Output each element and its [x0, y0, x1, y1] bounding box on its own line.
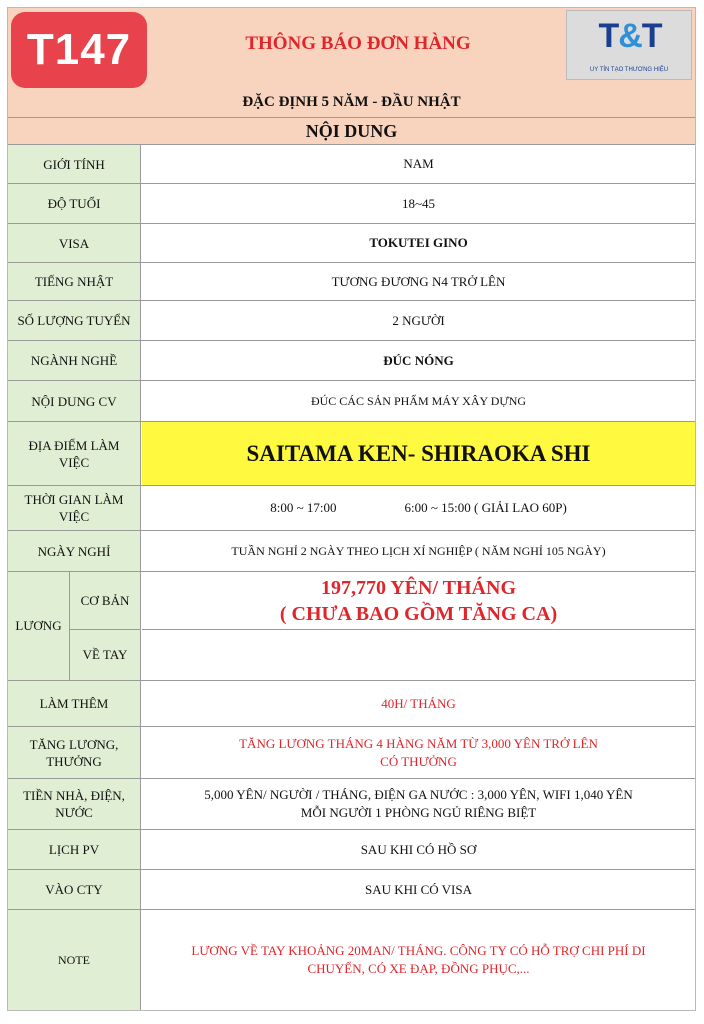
days-off-value: TUẦN NGHỈ 2 NGÀY THEO LỊCH XÍ NGHIỆP ( NĂM NGHỈ 105 NGÀY): [231, 544, 606, 558]
note-line-1: LƯƠNG VỀ TAY KHOẢNG 20MAN/ THÁNG. CÔNG TY CÓ HỖ TRỢ CHI PHÍ DI: [191, 943, 646, 958]
company-logo: [566, 10, 692, 80]
visa-label: VISA: [8, 224, 141, 262]
section-title: NỘI DUNG: [8, 118, 695, 145]
gender-value: NAM: [403, 156, 434, 171]
base-salary-label: CƠ BẢN: [70, 572, 141, 630]
industry-label: NGÀNH NGHỀ: [8, 341, 141, 380]
row-gender: [8, 145, 695, 184]
row-age: [8, 184, 695, 224]
job-order-sheet: [7, 7, 696, 1011]
location-label: ĐỊA ĐIỂM LÀM VIỆC: [8, 422, 141, 485]
row-japanese: [8, 263, 695, 301]
row-hours: [8, 486, 695, 531]
note-value: [142, 910, 695, 1010]
hours-label: THỜI GIAN LÀM VIỆC: [8, 486, 141, 530]
header-bar: [8, 8, 695, 89]
base-salary-amount: 197,770 YÊN/ THÁNG: [320, 576, 517, 599]
gender-label: GIỚI TÍNH: [8, 145, 141, 183]
housing-label: TIỀN NHÀ, ĐIỆN, NƯỚC: [8, 779, 141, 829]
job-label: NỘI DUNG CV: [8, 381, 141, 421]
shift-2: 6:00 ~ 15:00 ( GIẢI LAO 60P): [404, 500, 567, 515]
row-location: [8, 422, 695, 486]
header-title: THÔNG BÁO ĐƠN HÀNG: [245, 33, 471, 54]
row-days-off: [8, 531, 695, 572]
housing-line-1: 5,000 YÊN/ NGƯỜI / THÁNG, ĐIỆN GA NƯỚC : 3,000 YÊN, WIFI 1,040 YÊN: [204, 787, 633, 802]
order-subtitle: ĐẶC ĐỊNH 5 NĂM - ĐẦU NHẬT: [8, 88, 695, 118]
interview-label: LỊCH PV: [8, 830, 141, 869]
net-salary-label: VỀ TAY: [70, 630, 141, 680]
row-salary: [8, 572, 695, 681]
age-value: 18~45: [401, 195, 436, 211]
note-label: NOTE: [8, 910, 141, 1010]
raise-line-1: TĂNG LƯƠNG THÁNG 4 HÀNG NĂM TỪ 3,000 YÊN TRỞ LÊN: [239, 735, 598, 751]
row-housing: [8, 779, 695, 830]
start-value: SAU KHI CÓ VISA: [364, 881, 473, 897]
base-salary-note: ( CHƯA BAO GỒM TĂNG CA): [279, 602, 558, 625]
interview-value: SAU KHI CÓ HỒ SƠ: [360, 841, 477, 857]
net-salary-value: [142, 630, 695, 680]
raise-value: [142, 727, 695, 778]
shift-1: 8:00 ~ 17:00: [270, 500, 337, 515]
quantity-value: 2 NGƯỜI: [392, 312, 445, 328]
housing-line-2: MỖI NGƯỜI 1 PHÒNG NGỦ RIÊNG BIỆT: [300, 805, 537, 820]
row-interview: [8, 830, 695, 870]
industry-value: ĐÚC NÓNG: [383, 352, 454, 368]
row-industry: [8, 341, 695, 381]
overtime-label: LÀM THÊM: [8, 681, 141, 726]
row-note: [8, 910, 695, 1010]
age-label: ĐỘ TUỔI: [8, 184, 141, 223]
japanese-label: TIẾNG NHẬT: [8, 263, 141, 300]
row-start: [8, 870, 695, 910]
japanese-value: TƯƠNG ĐƯƠNG N4 TRỞ LÊN: [331, 273, 506, 289]
quantity-label: SỐ LƯỢNG TUYỂN: [8, 301, 141, 340]
location-value: SAITAMA KEN- SHIRAOKA SHI: [142, 422, 695, 485]
row-raise: [8, 727, 695, 779]
raise-label: TĂNG LƯƠNG, THƯỞNG: [8, 727, 141, 778]
row-job: [8, 381, 695, 422]
note-line-2: CHUYỂN, CÓ XE ĐẠP, ĐỒNG PHỤC,...: [307, 961, 530, 976]
overtime-value: 40H/ THÁNG: [381, 695, 456, 711]
row-quantity: [8, 301, 695, 341]
start-label: VÀO CTY: [8, 870, 141, 909]
job-value: ĐÚC CÁC SẢN PHẨM MÁY XÂY DỰNG: [310, 394, 527, 408]
logo-tagline: UY TÍN TẠO THƯƠNG HIỆU: [589, 67, 669, 73]
raise-line-2: CÓ THƯỞNG: [380, 753, 457, 769]
logo-mark: T&T: [598, 17, 662, 55]
base-salary-value: [142, 572, 695, 630]
days-off-label: NGÀY NGHỈ: [8, 531, 141, 571]
salary-label: LƯƠNG: [8, 572, 70, 680]
row-overtime: [8, 681, 695, 727]
row-visa: [8, 224, 695, 263]
housing-value: [142, 779, 695, 829]
order-code-badge: T147: [11, 12, 147, 88]
hours-value: [142, 486, 695, 530]
visa-value: TOKUTEI GINO: [369, 235, 468, 250]
